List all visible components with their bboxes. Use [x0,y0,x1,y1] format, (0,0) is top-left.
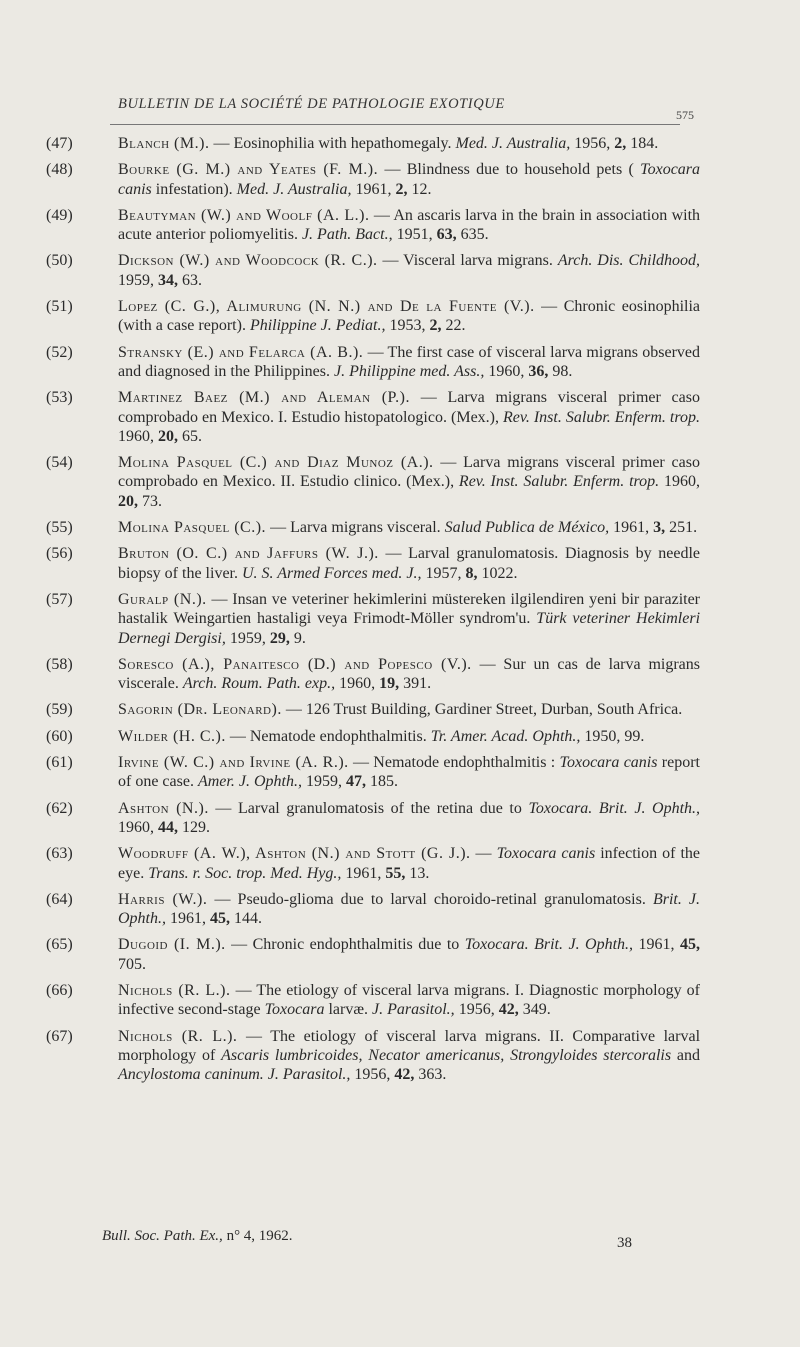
reference-year: 1959, [305,773,342,791]
reference-number: (66) [46,981,73,999]
reference-entry [46,297,700,336]
reference-authors: Nichols (R. L.). [118,1027,238,1045]
reference-volume: 29, [269,629,290,647]
reference-authors: Beautyman (W.) and Woolf (A. L.). [118,206,370,224]
reference-text-after: report of one case. [118,754,700,791]
reference-journal: Amer. J. Ophth., [197,773,302,791]
reference-authors: Guralp (N.). [118,590,207,608]
reference-text: — An ascaris larva in the brain in association with acute anterior poliomyelitis. [118,206,701,244]
reference-number: (67) [46,1027,73,1045]
reference-text: — Insan ve veteriner hekimlerini müstereken ilgilendiren yeni bir paraziter hastalik Weingartien hastaligi veya Frimodt-Möller syndrom'u. [118,590,701,628]
reference-entry [46,206,700,245]
reference-text: — Larva migrans visceral. [270,519,441,537]
reference-entry [46,727,700,746]
reference-volume: 2, [395,180,408,198]
reference-entry [46,453,700,511]
reference-year: 1960, [339,675,376,693]
reference-text: — Larva migrans visceral primer caso comprobado en Mexico. II. Estudio clinico. [118,454,700,491]
reference-journal: Tr. Amer. Acad. Ophth., [430,727,581,745]
running-header: BULLETIN DE LA SOCIÉTÉ DE PATHOLOGIE EXOTIQUE [118,96,505,112]
reference-year: 1951, [396,226,433,244]
reference-list [46,134,700,1091]
footer-journal: Bull. Soc. Path. Ex., [102,1228,223,1244]
reference-year: 1960, [664,473,700,491]
header-rule [110,124,680,125]
reference-authors: Harris (W.). [118,890,208,908]
reference-year: 1953, [389,317,426,335]
reference-pages: 144. [234,910,262,928]
reference-number: (49) [46,206,73,224]
reference-text-after: infection of the eye. [118,845,701,882]
reference-pages: 65. [182,427,202,445]
reference-text: — Eosinophilia with hepathomegaly. [213,135,452,152]
reference-pages: 1022. [481,564,518,582]
reference-italic-term: Toxocara. [528,799,593,817]
reference-authors: Dickson (W.) and Woodcock (R. C.). [118,252,378,270]
reference-authors: Ashton (N.). [118,799,209,817]
footer-citation [102,1228,293,1245]
reference-pages: 129. [182,818,210,836]
reference-text: — Sur un cas de larva migrans viscerale. [118,655,701,693]
reference-text: — Pseudo-glioma due to larval choroido-retinal granulomatosis. [214,890,646,908]
reference-entry [46,799,700,838]
reference-journal: Brit. J. Ophth., [118,890,701,928]
reference-text-after: infestation). [155,180,233,198]
reference-pages: 184. [630,135,659,152]
reference-entry [46,700,700,719]
reference-year: 1961, [345,864,382,882]
reference-text: — Larval granulomatosis. Diagnosis by needle biopsy of the liver. [118,545,700,582]
reference-pages: 99. [624,727,645,745]
reference-number: (65) [46,936,73,954]
reference-number: (54) [46,454,73,472]
reference-authors: Sagorin (Dr. Leonard). [118,701,282,719]
reference-text: — Nematode endophthalmitis. [229,727,427,745]
reference-journal: Brit. J. Ophth., [534,936,634,954]
reference-journal: J. Path. Bact., [301,226,393,244]
reference-text: — 126 Trust Building, Gardiner Street, Durban, South Africa. [285,701,683,719]
reference-pages: 73. [142,492,162,510]
reference-authors: Martinez Baez (M.) and Aleman (P.). [118,389,411,407]
reference-journal: Med. J. Australia, [236,180,352,198]
reference-year: 1959, [229,629,266,647]
reference-year: 1960, [118,818,154,836]
reference-entry [46,655,700,694]
reference-text-after: larvæ. [328,1001,369,1019]
footer-issue: n° 4, 1962. [226,1228,293,1244]
reference-volume: 42, [498,1001,519,1019]
reference-text-after: (Mex.), [406,473,455,491]
reference-entry [46,518,700,537]
reference-journal: Brit. J. Ophth., [598,799,701,817]
reference-volume: 36, [528,362,549,380]
reference-journal: U. S. Armed Forces med. J., [241,564,422,582]
reference-entry [46,890,700,929]
reference-number: (48) [46,161,73,179]
reference-italic-term: Toxocara canis [118,161,701,198]
reference-text-after: (Mex.), [451,408,499,426]
reference-text: — The first case of visceral larva migrans observed and diagnosed in the Philippines. [118,343,701,380]
reference-volume: 34, [158,271,178,289]
reference-journal: J. Parasitol., [372,1001,455,1019]
reference-text: — Larva migrans visceral primer caso comprobado en Mexico. I. Estudio histopatologico. [118,389,700,426]
reference-number: (59) [46,701,73,719]
reference-number: (47) [46,135,73,152]
reference-year: 1956, [354,1066,391,1084]
reference-year: 1960, [118,427,154,445]
reference-authors: Molina Pasquel (C.) and Diaz Munoz (A.). [118,454,434,472]
reference-year: 1956, [458,1001,495,1019]
reference-volume: 20, [158,427,178,445]
reference-pages: 635. [460,226,489,244]
reference-authors: Molina Pasquel (C.). [118,519,267,537]
reference-number: (50) [46,252,73,270]
reference-volume: 2, [429,317,442,335]
reference-entry [46,844,700,883]
reference-text: — The etiology of visceral larva migrans. II. Comparative larval morphology of [118,1027,701,1064]
page-number: 575 [676,108,694,122]
reference-year: 1959, [118,271,154,289]
reference-journal: Rev. Inst. Salubr. Enferm. trop. [503,408,701,426]
reference-volume: 19, [379,675,400,693]
reference-year: 1957, [425,564,462,582]
reference-pages: 12. [411,180,432,198]
reference-text: — Chronic eosinophilia (with a case report). [118,298,701,335]
reference-volume: 45, [680,936,701,954]
reference-text-after: and [676,1046,701,1064]
reference-number: (51) [46,298,73,316]
reference-authors: Dugoid (I. M.). [118,936,226,954]
signature-mark: 38 [617,1235,632,1251]
reference-pages: 185. [369,773,398,791]
reference-authors: Stransky (E.) and Felarca (A. B.). [118,343,364,361]
reference-journal: Med. J. Australia, [455,135,571,152]
reference-volume: 3, [653,519,666,537]
reference-number: (58) [46,655,73,673]
reference-entry [46,388,700,446]
reference-italic-term: Toxocara canis [496,845,596,863]
reference-volume: 8, [465,564,478,582]
reference-volume: 45, [210,910,230,928]
reference-authors: Bruton (O. C.) and Jaffurs (W. J.). [118,545,379,563]
reference-journal: Rev. Inst. Salubr. Enferm. trop. [458,473,660,491]
reference-journal: Trans. r. Soc. trop. Med. Hyg., [148,864,342,882]
reference-journal: Philippine J. Pediat., [249,317,386,335]
reference-volume: 42, [394,1066,415,1084]
reference-text: — [475,845,492,863]
reference-text: — Chronic endophthalmitis due to [231,936,460,954]
reference-journal: J. Philippine med. Ass., [333,362,485,380]
reference-number: (62) [46,799,73,817]
reference-number: (60) [46,727,73,745]
reference-pages: 251. [669,519,698,537]
reference-volume: 44, [158,818,178,836]
reference-journal: Arch. Dis. Childhood, [557,252,701,270]
reference-number: (57) [46,590,73,608]
reference-entry [46,134,700,153]
reference-text: — Nematode endophthalmitis : [352,754,556,772]
reference-number: (64) [46,890,73,908]
reference-volume: 20, [118,492,138,510]
reference-pages: 391. [403,675,432,693]
reference-year: 1956, [574,135,611,152]
reference-year: 1961, [613,519,650,537]
reference-text: — Larval granulomatosis of the retina due to [215,799,522,817]
reference-authors: Blanch (M.). [118,135,210,152]
reference-pages: 9. [293,629,306,647]
reference-authors: Bourke (G. M.) and Yeates (F. M.). [118,161,379,179]
reference-journal: Türk veteriner Hekimleri Dernegi Dergisi, [118,610,701,647]
reference-authors: Irvine (W. C.) and Irvine (A. R.). [118,754,349,772]
reference-text: — Blindness due to household pets ( [384,161,634,179]
reference-authors: Wilder (H. C.). [118,727,226,745]
reference-number: (53) [46,389,73,407]
reference-volume: 55, [385,864,406,882]
reference-entry [46,935,700,974]
reference-number: (61) [46,754,73,772]
reference-number: (63) [46,845,73,863]
reference-journal: J. Parasitol., [267,1066,351,1084]
reference-entry [46,251,700,290]
reference-entry [46,753,700,792]
reference-volume: 47, [345,773,366,791]
reference-entry [46,590,700,648]
reference-entry [46,343,700,382]
reference-entry [46,160,700,199]
reference-year: 1961, [170,910,206,928]
reference-text: — Visceral larva migrans. [382,252,553,270]
reference-year: 1960, [488,362,525,380]
reference-text: — The etiology of visceral larva migrans. I. Diagnostic morphology of infective second-stage [118,981,700,1019]
reference-authors: Lopez (C. G.), Alimurung (N. N.) and De la Fuente (V.). [118,298,535,316]
reference-pages: 705. [118,955,146,973]
reference-volume: 63, [436,226,457,244]
reference-pages: 363. [418,1066,447,1084]
reference-pages: 98. [552,362,573,380]
reference-number: (56) [46,545,73,563]
reference-number: (55) [46,519,73,537]
reference-authors: Nichols (R. L.). [118,981,231,999]
reference-authors: Soresco (A.), Panaitesco (D.) and Popesco (V.). [118,655,472,673]
reference-volume: 2, [614,135,627,152]
reference-italic-term-2: Ancylostoma caninum. [118,1066,264,1084]
reference-number: (52) [46,343,73,361]
reference-entry [46,544,700,583]
reference-pages: 349. [522,1001,551,1019]
reference-italic-term: Toxocara [264,1001,325,1019]
reference-italic-term: Toxocara. [464,936,529,954]
reference-entry [46,1027,700,1085]
reference-entry [46,981,700,1020]
reference-italic-term: Toxocara canis [559,754,658,772]
reference-journal: Salud Publica de México, [444,519,610,537]
reference-italic-term: Ascaris lumbricoides, Necator americanus, Strongyloides stercoralis [221,1046,672,1064]
reference-year: 1961, [638,936,675,954]
reference-journal: Arch. Roum. Path. exp., [182,675,336,693]
reference-year: 1961, [355,180,392,198]
reference-authors: Woodruff (A. W.), Ashton (N.) and Stott (G. J.). [118,845,471,863]
reference-pages: 63. [182,271,202,289]
reference-pages: 22. [445,317,466,335]
reference-pages: 13. [409,864,430,882]
reference-year: 1950, [584,727,621,745]
